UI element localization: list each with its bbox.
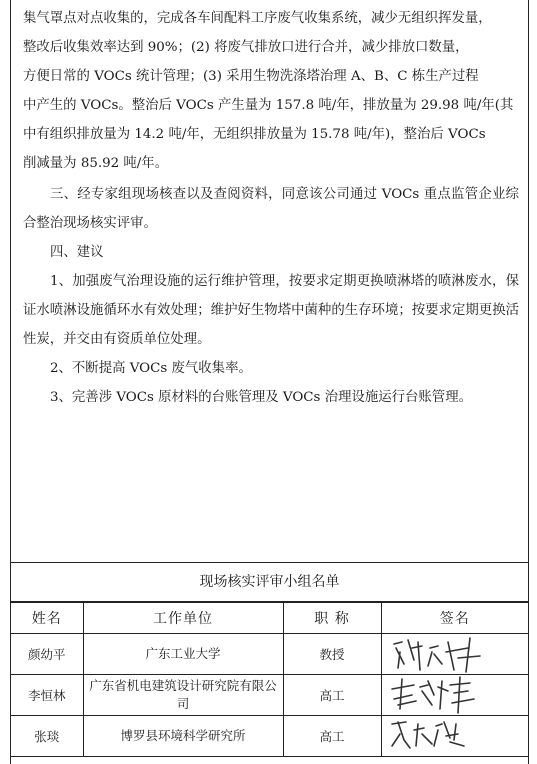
paragraph-line: 整改后收集效率达到 90%；(2) 将废气排放口进行合并，减少排放口数量，	[23, 40, 469, 55]
handwritten-signature	[388, 675, 508, 715]
table-row	[11, 675, 528, 716]
table-row	[11, 716, 528, 757]
document-body	[23, 4, 519, 412]
signature-cell	[381, 634, 528, 675]
document-page	[10, 0, 529, 764]
section-heading-suggestions: 四、建议	[50, 245, 104, 260]
paragraph-line: 中产生的 VOCs。整治后 VOCs 产生量为 157.8 吨/年，排放量为 29.98 吨/年(其	[23, 98, 514, 113]
paragraph-line: 集气罩点对点收集的，完成各车间配料工序废气收集系统，减少无组织挥发量，	[23, 11, 492, 26]
verification-paragraph: 三、经专家组现场核查以及查阅资料，同意该公司通过 VOCs 重点监管企业综合整治现场核实评审。	[23, 187, 519, 231]
signature-cell	[381, 716, 528, 757]
member-unit: 广东工业大学	[83, 634, 283, 675]
signature-cell	[381, 675, 528, 716]
suggestion-3: 3、完善涉 VOCs 原材料的台账管理及 VOCs 治理设施运行台账管理。	[50, 390, 472, 405]
table-row	[11, 634, 528, 675]
table-title: 现场核实评审小组名单	[11, 563, 528, 602]
header-title: 职 称	[283, 603, 381, 634]
header-name: 姓名	[11, 603, 83, 634]
member-unit: 博罗县环境科学研究所	[83, 716, 283, 757]
handwritten-signature	[388, 716, 508, 756]
member-name: 张琰	[11, 716, 83, 757]
review-team-table	[11, 562, 528, 757]
header-sign: 签名	[381, 603, 528, 634]
member-title: 高工	[283, 716, 381, 757]
suggestion-2: 2、不断提高 VOCs 废气收集率。	[50, 361, 252, 376]
member-title: 高工	[283, 675, 381, 716]
header-unit: 工作单位	[83, 603, 283, 634]
paragraph-line: 中有组织排放量为 14.2 吨/年，无组织排放量为 15.78 吨/年)，整治后 VOCs	[23, 127, 486, 142]
member-unit: 广东省机电建筑设计研究院有限公司	[83, 675, 283, 716]
table-header-row	[11, 603, 528, 634]
member-name: 颜幼平	[11, 634, 83, 675]
paragraph-line: 方便日常的 VOCs 统计管理；(3) 采用生物洗涤塔治理 A、B、C 栋生产过程	[23, 69, 479, 84]
handwritten-signature	[388, 634, 508, 674]
member-title: 教授	[283, 634, 381, 675]
suggestion-1: 1、加强废气治理设施的运行维护管理，按要求定期更换喷淋塔的喷淋废水，保证水喷淋设施循环水有效处理；维护好生物塔中菌种的生存环境；按要求定期更换活性炭，并交由有资质单位处理。	[23, 274, 519, 347]
paragraph-line: 削减量为 85.92 吨/年。	[23, 156, 169, 171]
member-name: 李恒林	[11, 675, 83, 716]
